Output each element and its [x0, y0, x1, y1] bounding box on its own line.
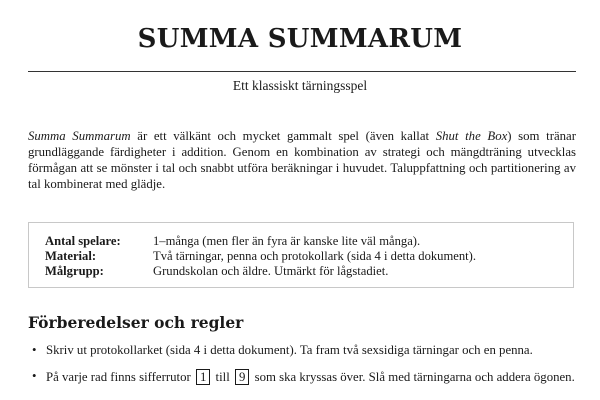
rule-text: Skriv ut protokollarket (sida 4 i detta dokument). Ta fram två sexsidiga tärningar och en penna. [46, 343, 533, 357]
info-value: 1–många (men fler än fyra är kanske lite väl många). [153, 234, 421, 248]
digit-box: 1 [196, 369, 210, 385]
intro-paragraph [28, 128, 576, 192]
digit-box: 9 [235, 369, 249, 385]
rule-text [46, 369, 575, 385]
document-title: SUMMA SUMMARUM [137, 24, 463, 54]
game-name: Summa Summarum [28, 129, 131, 143]
intro-text-2: ) som tränar grundläggande färdigheter i addition. Genom en kombination av strategi och mängdträning utvecklas förmågan att se mönster i tal och snabbt utföra beräkningar i huvudet. Taluppfattning och partitionering av tal kombinerat med glädje. [28, 129, 576, 191]
info-label: Antal spelare: [45, 234, 121, 248]
section-heading: Förberedelser och regler [28, 313, 244, 332]
alt-game-name: Shut the Box [435, 129, 508, 143]
info-label: Material: [45, 249, 97, 263]
info-label: Målgrupp: [45, 264, 104, 278]
info-value: Två tärningar, penna och protokollark (sida 4 i detta dokument). [153, 249, 476, 263]
rule-text-part: som ska kryssas över. Slå med tärningarna och addera ögonen. [251, 370, 575, 384]
bullet-icon: • [32, 369, 37, 383]
rule-text-part: På varje rad finns sifferrutor [46, 370, 194, 384]
intro-text-1: är ett välkänt och mycket gammalt spel (även kallat [130, 129, 436, 143]
info-value: Grundskolan och äldre. Utmärkt för lågstadiet. [153, 264, 389, 278]
info-box [28, 222, 574, 288]
title-rule [28, 71, 576, 72]
rule-text-part: till [212, 370, 233, 384]
bullet-icon: • [32, 343, 37, 357]
document-subtitle: Ett klassiskt tärningsspel [232, 78, 368, 93]
